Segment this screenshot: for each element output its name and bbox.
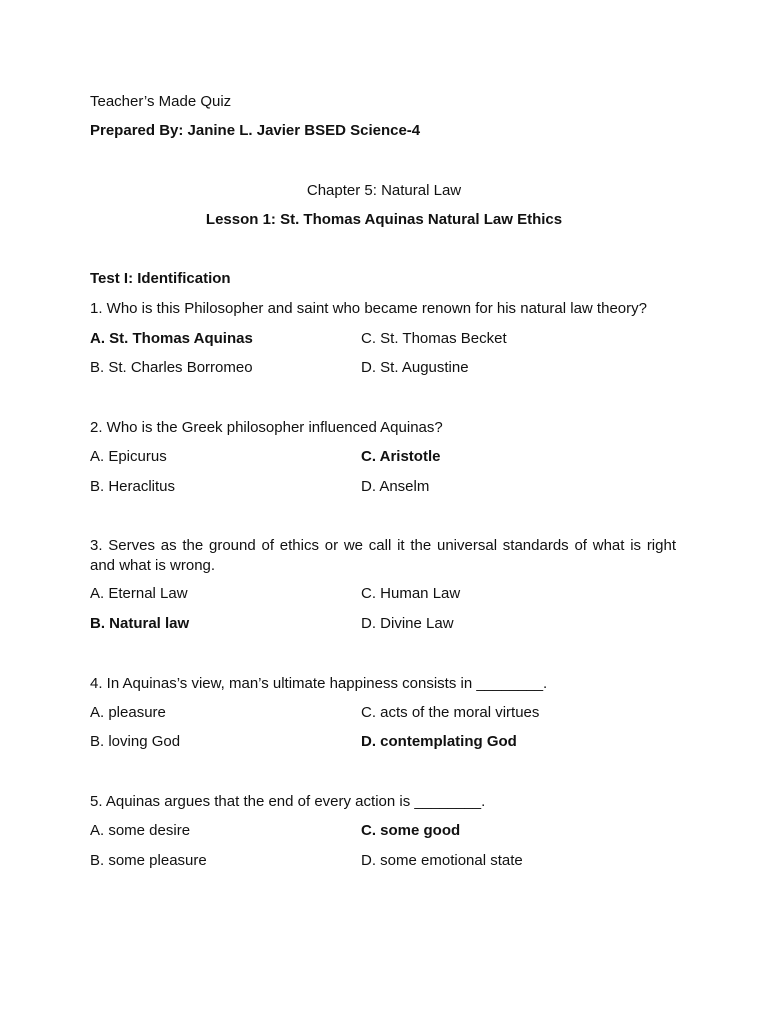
q1-choice-d: D. St. Augustine: [361, 359, 469, 376]
q4-choice-a: A. pleasure: [90, 704, 166, 721]
q1-choice-a: A. St. Thomas Aquinas: [90, 330, 253, 347]
q5-choice-a: A. some desire: [90, 822, 191, 839]
q2-choice-c: C. Aristotle: [361, 448, 441, 465]
chapter-title: Chapter 5: Natural Law: [306, 182, 462, 199]
q3-choice-c: C. Human Law: [361, 585, 461, 602]
quiz-title: Teacher’s Made Quiz: [90, 93, 232, 110]
question-4-text: 4. In Aquinas’s view, man’s ultimate happiness consists in ________.: [90, 675, 548, 692]
question-1-text: 1. Who is this Philosopher and saint who became renown for his natural law theory?: [90, 300, 647, 317]
q1-choice-c: C. St. Thomas Becket: [361, 330, 507, 347]
q5-choice-d: D. some emotional state: [361, 852, 523, 869]
q5-choice-b: B. some pleasure: [90, 852, 207, 869]
q4-choice-c: C. acts of the moral virtues: [361, 704, 540, 721]
question-5-text: 5. Aquinas argues that the end of every action is ________.: [90, 793, 486, 810]
q4-choice-b: B. loving God: [90, 733, 181, 750]
test-heading: Test I: Identification: [90, 270, 231, 287]
q1-choice-b: B. St. Charles Borromeo: [90, 359, 253, 376]
question-3-text: 3. Serves as the ground of ethics or we call it the universal standards of what is right and what is wrong.: [90, 537, 676, 574]
q3-choice-b: B. Natural law: [90, 615, 190, 632]
q2-choice-b: B. Heraclitus: [90, 478, 176, 495]
q3-choice-d: D. Divine Law: [361, 615, 454, 632]
prepared-by: Prepared By: Janine L. Javier BSED Science-4: [90, 122, 421, 139]
q4-choice-d: D. contemplating God: [361, 733, 517, 750]
q5-choice-c: C. some good: [361, 822, 461, 839]
lesson-title: Lesson 1: St. Thomas Aquinas Natural Law Ethics: [205, 211, 563, 228]
q2-choice-a: A. Epicurus: [90, 448, 167, 465]
q3-choice-a: A. Eternal Law: [90, 585, 188, 602]
q2-choice-d: D. Anselm: [361, 478, 430, 495]
question-2-text: 2. Who is the Greek philosopher influenced Aquinas?: [90, 419, 443, 436]
